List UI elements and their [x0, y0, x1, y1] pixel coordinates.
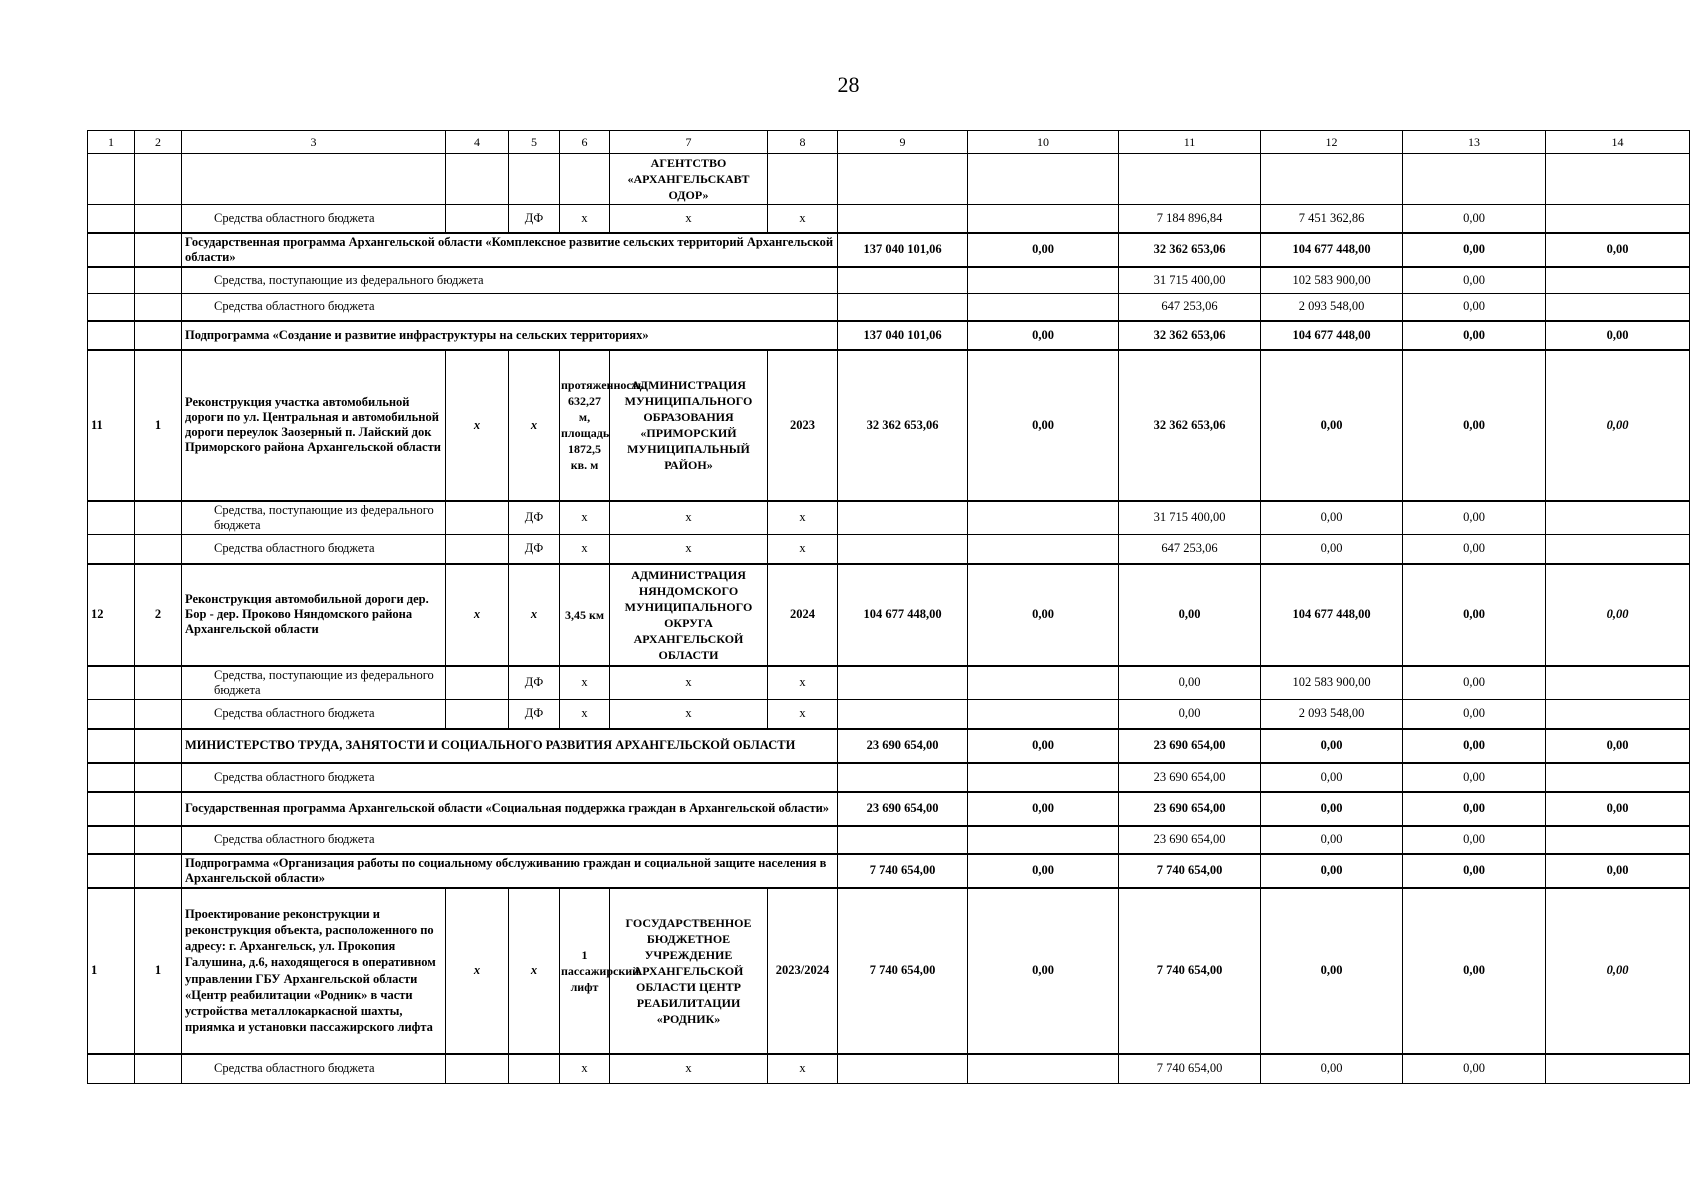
amount-cell: 0,00 — [1261, 1054, 1403, 1084]
amount-cell: 0,00 — [1546, 792, 1690, 826]
cell — [446, 205, 509, 233]
cell — [135, 666, 182, 700]
cell — [838, 154, 968, 205]
cell: х — [509, 888, 560, 1054]
cell — [446, 700, 509, 729]
cell — [135, 854, 182, 888]
cell: х — [560, 666, 610, 700]
table-row — [88, 1054, 1690, 1084]
amount-cell: 31 715 400,00 — [1119, 267, 1261, 294]
amount-cell: 32 362 653,06 — [1119, 321, 1261, 350]
amount-cell: 7 451 362,86 — [1261, 205, 1403, 233]
table-row — [88, 154, 1690, 205]
cell: х — [768, 535, 838, 564]
cell — [968, 1054, 1119, 1084]
amount-cell: 23 690 654,00 — [838, 729, 968, 763]
cell — [838, 700, 968, 729]
program-title-cell: Государственная программа Архангельской области «Комплексное развитие сельских территорий Архангельской области» — [182, 233, 838, 267]
amount-cell: 647 253,06 — [1119, 535, 1261, 564]
cell: ДФ — [509, 666, 560, 700]
amount-cell: 0,00 — [1403, 700, 1546, 729]
cell — [135, 792, 182, 826]
amount-cell: 102 583 900,00 — [1261, 267, 1403, 294]
cell — [88, 763, 135, 792]
row-number-cell: 1 — [135, 888, 182, 1054]
column-header: 7 — [610, 131, 768, 154]
amount-cell: 0,00 — [1546, 854, 1690, 888]
subprogram-title-cell: Подпрограмма «Организация работы по социальному обслуживанию граждан и социальной защите населения в Архангельской области» — [182, 854, 838, 888]
amount-cell: 137 040 101,06 — [838, 321, 968, 350]
cell — [1261, 154, 1403, 205]
cell — [88, 666, 135, 700]
object-title-cell: Проектирование реконструкции и реконструкция объекта, расположенного по адресу: г. Архангельск, ул. Прокопия Галушина, д.6, находящегося в оперативном управлении ГБУ Архангельской области «Центр реабилитации «Родник» в части устройства металлокаркасной шахты, приямка и установки пассажирского лифта — [182, 888, 446, 1054]
cell — [135, 294, 182, 321]
amount-cell: 7 184 896,84 — [1119, 205, 1261, 233]
cell — [135, 154, 182, 205]
cell — [1546, 535, 1690, 564]
cell — [135, 233, 182, 267]
cell — [135, 826, 182, 854]
cell — [968, 535, 1119, 564]
column-header: 2 — [135, 131, 182, 154]
amount-cell: 0,00 — [1261, 535, 1403, 564]
amount-cell: 0,00 — [1261, 729, 1403, 763]
amount-cell: 0,00 — [1546, 564, 1690, 666]
executor-cell: АДМИНИСТРАЦИЯ МУНИЦИПАЛЬНОГО ОБРАЗОВАНИЯ «ПРИМОРСКИЙ МУНИЦИПАЛЬНЫЙ РАЙОН» — [610, 350, 768, 501]
amount-cell: 0,00 — [1261, 826, 1403, 854]
amount-cell: 32 362 653,06 — [1119, 233, 1261, 267]
cell — [135, 501, 182, 535]
amount-cell: 0,00 — [1403, 564, 1546, 666]
cell — [838, 294, 968, 321]
amount-cell: 0,00 — [1119, 564, 1261, 666]
column-header: 12 — [1261, 131, 1403, 154]
cell — [1546, 666, 1690, 700]
executor-cell: АДМИНИСТРАЦИЯ НЯНДОМСКОГО МУНИЦИПАЛЬНОГО ОКРУГА АРХАНГЕЛЬСКОЙ ОБЛАСТИ — [610, 564, 768, 666]
cell: х — [610, 700, 768, 729]
amount-cell: 0,00 — [1403, 535, 1546, 564]
cell — [88, 321, 135, 350]
cell — [88, 267, 135, 294]
table-row — [88, 321, 1690, 350]
amount-cell: 0,00 — [1403, 666, 1546, 700]
cell — [1403, 154, 1546, 205]
cell: х — [560, 535, 610, 564]
cell: х — [768, 666, 838, 700]
capacity-cell: протяженность 632,27 м, площадь 1872,5 кв. м — [560, 350, 610, 501]
table-row — [88, 792, 1690, 826]
table-row — [88, 350, 1690, 501]
amount-cell: 0,00 — [1403, 267, 1546, 294]
cell — [509, 1054, 560, 1084]
amount-cell: 0,00 — [1261, 888, 1403, 1054]
funding-source-cell: Средства, поступающие из федерального бюджета — [182, 666, 446, 700]
cell — [968, 700, 1119, 729]
amount-cell: 0,00 — [968, 233, 1119, 267]
column-header: 1 — [88, 131, 135, 154]
cell: х — [610, 205, 768, 233]
cell — [135, 700, 182, 729]
cell — [968, 826, 1119, 854]
column-header: 4 — [446, 131, 509, 154]
amount-cell: 0,00 — [1403, 1054, 1546, 1084]
amount-cell: 0,00 — [1261, 501, 1403, 535]
amount-cell: 0,00 — [1403, 205, 1546, 233]
cell — [446, 1054, 509, 1084]
amount-cell: 0,00 — [1403, 233, 1546, 267]
cell — [1546, 763, 1690, 792]
object-title-cell: Реконструкция участка автомобильной дороги по ул. Центральная и автомобильной дороги переулок Заозерный п. Лайский док Приморского района Архангельской области — [182, 350, 446, 501]
cell: х — [610, 501, 768, 535]
cell — [88, 154, 135, 205]
cell — [135, 267, 182, 294]
amount-cell: 137 040 101,06 — [838, 233, 968, 267]
column-header: 10 — [968, 131, 1119, 154]
amount-cell: 23 690 654,00 — [1119, 729, 1261, 763]
column-header: 3 — [182, 131, 446, 154]
executor-cell: ГОСУДАРСТВЕННОЕ БЮДЖЕТНОЕ УЧРЕЖДЕНИЕ АРХАНГЕЛЬСКОЙ ОБЛАСТИ ЦЕНТР РЕАБИЛИТАЦИИ «РОДНИК» — [610, 888, 768, 1054]
column-header: 8 — [768, 131, 838, 154]
cell — [88, 1054, 135, 1084]
amount-cell: 7 740 654,00 — [1119, 854, 1261, 888]
amount-cell: 7 740 654,00 — [1119, 1054, 1261, 1084]
column-header: 6 — [560, 131, 610, 154]
cell: ДФ — [509, 535, 560, 564]
amount-cell: 23 690 654,00 — [1119, 792, 1261, 826]
cell: х — [560, 1054, 610, 1084]
cell: х — [768, 700, 838, 729]
amount-cell: 0,00 — [968, 321, 1119, 350]
funding-source-cell: Средства областного бюджета — [182, 535, 446, 564]
table-row — [88, 826, 1690, 854]
amount-cell: 0,00 — [1119, 666, 1261, 700]
cell: х — [446, 350, 509, 501]
cell — [838, 666, 968, 700]
amount-cell: 0,00 — [1403, 350, 1546, 501]
cell — [1546, 1054, 1690, 1084]
cell — [838, 267, 968, 294]
amount-cell: 0,00 — [968, 564, 1119, 666]
amount-cell: 31 715 400,00 — [1119, 501, 1261, 535]
cell: х — [610, 1054, 768, 1084]
cell — [838, 535, 968, 564]
table-row — [88, 854, 1690, 888]
cell: х — [446, 564, 509, 666]
amount-cell: 0,00 — [1261, 792, 1403, 826]
amount-cell: 104 677 448,00 — [838, 564, 968, 666]
cell: х — [560, 700, 610, 729]
column-header: 13 — [1403, 131, 1546, 154]
cell: х — [768, 1054, 838, 1084]
cell — [1546, 826, 1690, 854]
cell — [968, 205, 1119, 233]
cell — [968, 763, 1119, 792]
amount-cell: 0,00 — [1546, 729, 1690, 763]
cell — [88, 205, 135, 233]
program-title-cell: Государственная программа Архангельской области «Социальная поддержка граждан в Архангельской области» — [182, 792, 838, 826]
funding-source-cell: Средства областного бюджета — [182, 826, 838, 854]
amount-cell: 102 583 900,00 — [1261, 666, 1403, 700]
table-row — [88, 729, 1690, 763]
capacity-cell: 1 пассажирский лифт — [560, 888, 610, 1054]
table-row — [88, 888, 1690, 1054]
amount-cell: 0,00 — [968, 854, 1119, 888]
funding-source-cell: Средства, поступающие из федерального бюджета — [182, 501, 446, 535]
cell — [88, 535, 135, 564]
cell — [560, 154, 610, 205]
table-row — [88, 267, 1690, 294]
amount-cell: 104 677 448,00 — [1261, 233, 1403, 267]
cell — [1546, 501, 1690, 535]
cell — [968, 267, 1119, 294]
cell: х — [768, 501, 838, 535]
cell: х — [610, 666, 768, 700]
cell — [838, 205, 968, 233]
cell: х — [509, 350, 560, 501]
column-header: 14 — [1546, 131, 1690, 154]
row-number-cell: 11 — [88, 350, 135, 501]
amount-cell: 0,00 — [1403, 792, 1546, 826]
cell — [1546, 700, 1690, 729]
amount-cell: 7 740 654,00 — [838, 854, 968, 888]
cell — [1546, 294, 1690, 321]
table-row — [88, 763, 1690, 792]
cell — [446, 535, 509, 564]
amount-cell: 0,00 — [1403, 854, 1546, 888]
amount-cell: 0,00 — [968, 350, 1119, 501]
column-header: 11 — [1119, 131, 1261, 154]
cell — [838, 501, 968, 535]
table-row — [88, 205, 1690, 233]
cell: х — [610, 535, 768, 564]
amount-cell: 647 253,06 — [1119, 294, 1261, 321]
executor-cell: АГЕНТСТВО «АРХАНГЕЛЬСКАВТ ОДОР» — [610, 154, 768, 205]
amount-cell: 0,00 — [1403, 729, 1546, 763]
amount-cell: 0,00 — [1546, 233, 1690, 267]
cell — [446, 501, 509, 535]
amount-cell: 0,00 — [1261, 350, 1403, 501]
amount-cell: 2 093 548,00 — [1261, 700, 1403, 729]
cell — [88, 700, 135, 729]
table-row — [88, 294, 1690, 321]
amount-cell: 0,00 — [1261, 854, 1403, 888]
amount-cell: 32 362 653,06 — [838, 350, 968, 501]
amount-cell: 7 740 654,00 — [1119, 888, 1261, 1054]
amount-cell: 0,00 — [1403, 294, 1546, 321]
cell: х — [560, 205, 610, 233]
table-row — [88, 700, 1690, 729]
cell — [446, 666, 509, 700]
cell — [446, 154, 509, 205]
amount-cell: 0,00 — [1403, 321, 1546, 350]
cell — [838, 826, 968, 854]
cell — [182, 154, 446, 205]
cell — [135, 1054, 182, 1084]
column-header: 5 — [509, 131, 560, 154]
amount-cell: 23 690 654,00 — [838, 792, 968, 826]
cell — [88, 826, 135, 854]
table-row — [88, 564, 1690, 666]
cell — [968, 154, 1119, 205]
cell — [88, 792, 135, 826]
amount-cell: 2 093 548,00 — [1261, 294, 1403, 321]
cell — [88, 729, 135, 763]
amount-cell: 7 740 654,00 — [838, 888, 968, 1054]
row-number-cell: 1 — [135, 350, 182, 501]
year-cell: 2024 — [768, 564, 838, 666]
cell — [1546, 205, 1690, 233]
cell: ДФ — [509, 700, 560, 729]
cell — [968, 501, 1119, 535]
page-number: 28 — [837, 72, 860, 97]
funding-source-cell: Средства областного бюджета — [182, 700, 446, 729]
table-row — [88, 666, 1690, 700]
amount-cell: 23 690 654,00 — [1119, 826, 1261, 854]
amount-cell: 0,00 — [1403, 763, 1546, 792]
column-header: 9 — [838, 131, 968, 154]
cell — [838, 1054, 968, 1084]
ministry-title-cell: МИНИСТЕРСТВО ТРУДА, ЗАНЯТОСТИ И СОЦИАЛЬНОГО РАЗВИТИЯ АРХАНГЕЛЬСКОЙ ОБЛАСТИ — [182, 729, 838, 763]
amount-cell: 0,00 — [1403, 826, 1546, 854]
cell: ДФ — [509, 205, 560, 233]
amount-cell: 104 677 448,00 — [1261, 564, 1403, 666]
amount-cell: 0,00 — [1403, 888, 1546, 1054]
year-cell: 2023/2024 — [768, 888, 838, 1054]
capacity-cell: 3,45 км — [560, 564, 610, 666]
cell — [88, 233, 135, 267]
funding-source-cell: Средства областного бюджета — [182, 763, 838, 792]
amount-cell: 104 677 448,00 — [1261, 321, 1403, 350]
row-number-cell: 2 — [135, 564, 182, 666]
cell — [135, 729, 182, 763]
amount-cell: 0,00 — [1403, 501, 1546, 535]
cell — [88, 501, 135, 535]
funding-source-cell: Средства областного бюджета — [182, 294, 838, 321]
funding-source-cell: Средства, поступающие из федерального бюджета — [182, 267, 838, 294]
amount-cell: 0,00 — [1261, 763, 1403, 792]
amount-cell: 0,00 — [968, 792, 1119, 826]
row-number-cell: 12 — [88, 564, 135, 666]
row-number-cell: 1 — [88, 888, 135, 1054]
cell — [88, 294, 135, 321]
cell: х — [560, 501, 610, 535]
cell: х — [509, 564, 560, 666]
funding-source-cell: Средства областного бюджета — [182, 1054, 446, 1084]
subprogram-title-cell: Подпрограмма «Создание и развитие инфраструктуры на сельских территориях» — [182, 321, 838, 350]
cell — [88, 854, 135, 888]
funding-source-cell: Средства областного бюджета — [182, 205, 446, 233]
cell — [768, 154, 838, 205]
amount-cell: 0,00 — [968, 729, 1119, 763]
cell — [1119, 154, 1261, 205]
object-title-cell: Реконструкция автомобильной дороги дер. Бор - дер. Проково Няндомского района Архангельской области — [182, 564, 446, 666]
cell: х — [446, 888, 509, 1054]
amount-cell: 23 690 654,00 — [1119, 763, 1261, 792]
cell — [1546, 154, 1690, 205]
table-row — [88, 233, 1690, 267]
amount-cell: 0,00 — [968, 888, 1119, 1054]
amount-cell: 0,00 — [1546, 321, 1690, 350]
amount-cell: 0,00 — [1119, 700, 1261, 729]
cell — [968, 666, 1119, 700]
table-row — [88, 501, 1690, 535]
cell: ДФ — [509, 501, 560, 535]
cell — [838, 763, 968, 792]
cell: х — [768, 205, 838, 233]
table-row — [88, 535, 1690, 564]
cell — [135, 535, 182, 564]
budget-table — [87, 130, 1690, 1084]
cell — [135, 321, 182, 350]
cell — [135, 763, 182, 792]
cell — [509, 154, 560, 205]
amount-cell: 32 362 653,06 — [1119, 350, 1261, 501]
cell — [1546, 267, 1690, 294]
header-row — [88, 131, 1690, 154]
amount-cell: 0,00 — [1546, 888, 1690, 1054]
amount-cell: 0,00 — [1546, 350, 1690, 501]
year-cell: 2023 — [768, 350, 838, 501]
cell — [968, 294, 1119, 321]
cell — [135, 205, 182, 233]
